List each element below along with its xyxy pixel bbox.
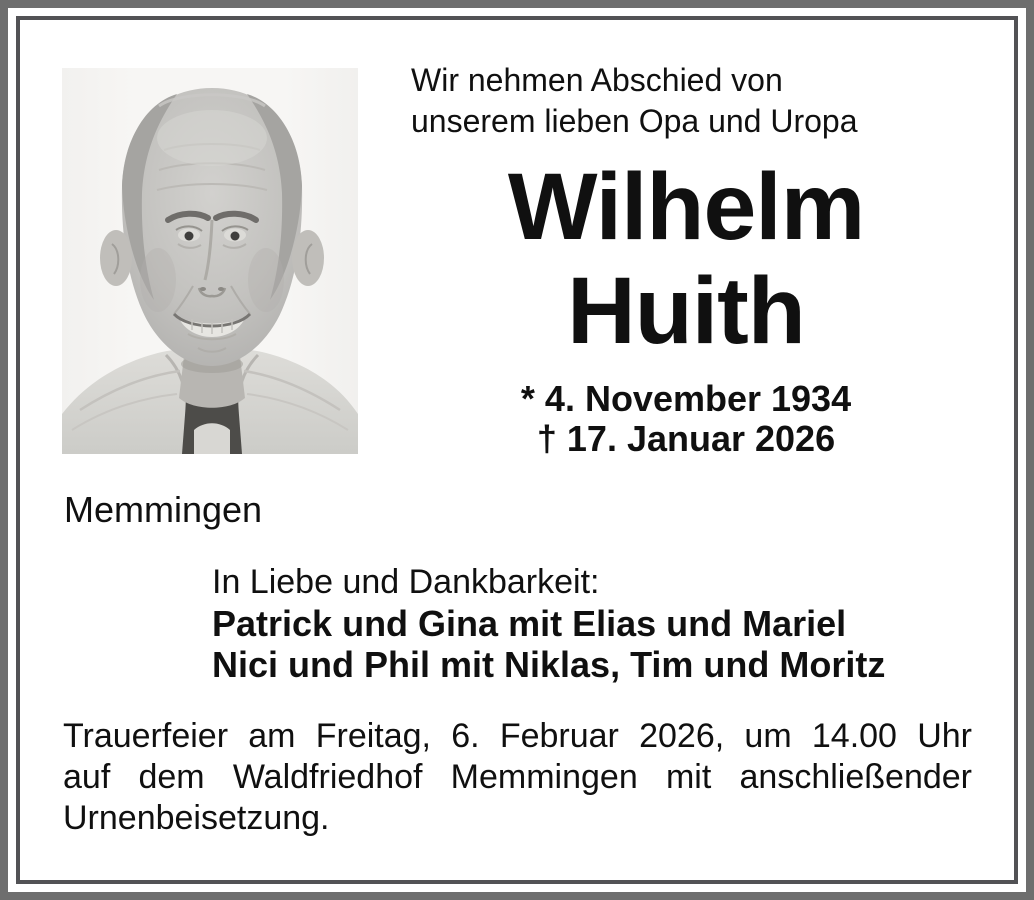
funeral-line-3: Urnenbeisetzung. <box>63 799 330 837</box>
deceased-first-name: Wilhelm <box>507 154 865 260</box>
portrait-photo-graphic <box>62 68 358 454</box>
death-date: † 17. Januar 2026 <box>536 418 836 459</box>
farewell-intro-line1: Wir nehmen Abschied von <box>411 62 783 98</box>
life-dates <box>411 379 961 459</box>
family-intro: In Liebe und Dankbarkeit: <box>212 563 600 601</box>
family-line-2: Nici und Phil mit Niklas, Tim und Moritz <box>212 644 886 685</box>
family-block <box>212 562 972 685</box>
family-line-1: Patrick und Gina mit Elias und Mariel <box>212 603 847 644</box>
ear-right <box>292 230 324 286</box>
farewell-intro <box>411 60 971 142</box>
funeral-line-1: Trauerfeier am Freitag, 6. Februar 2026, um 14.00 Uhr <box>63 717 972 755</box>
birth-date: * 4. November 1934 <box>520 378 852 419</box>
portrait-photo <box>62 68 358 454</box>
funeral-line-2: auf dem Waldfriedhof Memmingen mit anschließender <box>63 758 972 796</box>
deceased-name <box>411 155 961 363</box>
city-label: Memmingen <box>64 489 263 530</box>
farewell-intro-line2: unserem lieben Opa und Uropa <box>411 103 858 139</box>
ear-left <box>100 230 132 286</box>
funeral-info <box>63 716 972 839</box>
deceased-last-name: Huith <box>567 258 805 364</box>
